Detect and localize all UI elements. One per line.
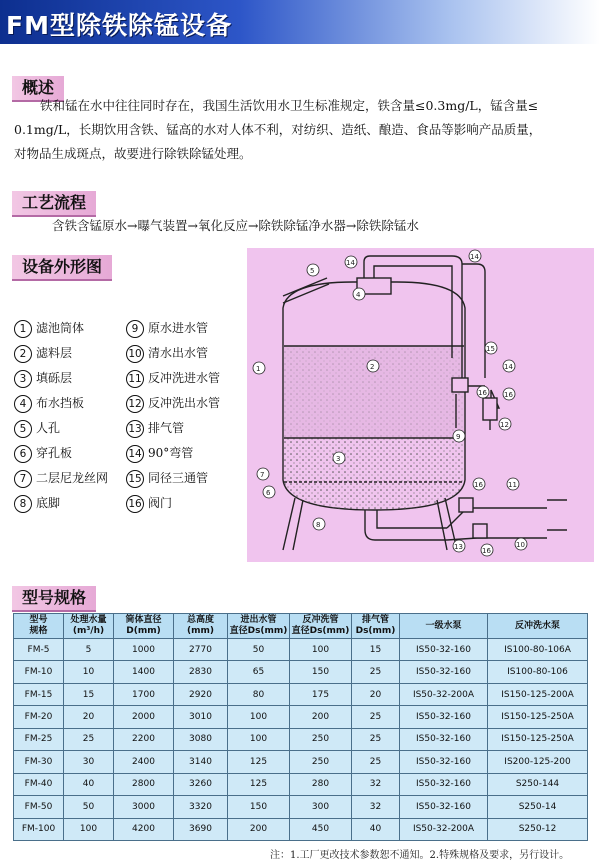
table-cell: 25 [64,728,114,750]
table-cell: 450 [290,818,352,841]
legend-item: 3 填砾层 [14,368,72,388]
table-cell: 80 [228,683,290,705]
table-cell: S250-14 [488,796,588,818]
table-cell: 20 [64,706,114,728]
table-cell: 100 [228,728,290,750]
legend-item: 1 滤池筒体 [14,318,84,338]
table-cell: 50 [228,639,290,661]
section-heading-overview: 概述 [12,76,64,102]
table-row [14,639,588,661]
table-cell: 32 [352,796,400,818]
legend-item: 7 二层尼龙丝网 [14,468,108,488]
table-cell: 65 [228,661,290,683]
table-cell: IS50-32-160 [400,639,488,661]
filter-tank-drawing [247,248,594,562]
table-cell: 175 [290,683,352,705]
table-cell: 2000 [114,706,174,728]
svg-text:5: 5 [310,267,315,275]
overview-line-2: 0.1mg/L，长期饮用含铁、锰高的水对人体不利，对纺织、造纸、酿造、食品等影响产品质量， [14,122,542,137]
svg-text:16: 16 [478,389,487,397]
table-cell: IS50-32-160 [400,773,488,795]
svg-text:9: 9 [456,433,461,441]
table-cell: FM-20 [14,706,64,728]
table-cell: 100 [228,706,290,728]
page-title: FM型除铁除锰设备 [6,11,232,40]
header-cell: 一级水泵 [400,614,488,639]
table-cell: 3320 [174,796,228,818]
spec-table-body [14,639,588,841]
table-cell: IS100-80-106 [488,661,588,683]
table-cell: IS100-80-106A [488,639,588,661]
table-cell: 40 [64,773,114,795]
svg-text:14: 14 [346,259,355,267]
svg-text:13: 13 [454,543,463,551]
svg-text:8: 8 [316,521,321,529]
overview-line-3: 对物品生成斑点，故要进行除铁除锰处理。 [14,146,252,161]
table-cell: IS150-125-250A [488,728,588,750]
table-cell: 25 [352,661,400,683]
svg-text:1: 1 [256,365,261,373]
legend-item: 8 底脚 [14,493,60,513]
table-row [14,706,588,728]
table-cell: 1700 [114,683,174,705]
table-cell: 5 [64,639,114,661]
table-cell: FM-40 [14,773,64,795]
header-cell: 反冲洗管 直径Ds(mm) [290,614,352,639]
table-cell: IS50-32-160 [400,661,488,683]
svg-text:3: 3 [336,455,341,463]
table-cell: IS150-125-250A [488,706,588,728]
table-cell: 100 [290,639,352,661]
table-cell: 15 [352,639,400,661]
table-cell: 32 [352,773,400,795]
table-cell: IS150-125-200A [488,683,588,705]
header-cell: 反冲洗水泵 [488,614,588,639]
table-cell: 15 [64,683,114,705]
table-cell: 2830 [174,661,228,683]
svg-text:16: 16 [482,547,491,555]
header-cell: 筒体直径 D(mm) [114,614,174,639]
legend-item: 16 阀门 [126,493,172,513]
table-cell: 150 [290,661,352,683]
process-flow-text: 含铁含锰原水→曝气装置→氧化反应→除铁除锰净水器→除铁除锰水 [52,218,419,233]
table-row [14,661,588,683]
legend-item: 15 同径三通管 [126,468,208,488]
table-cell: 50 [64,796,114,818]
header-cell: 型号 规格 [14,614,64,639]
table-cell: 250 [290,728,352,750]
table-cell: 3000 [114,796,174,818]
table-cell: 200 [290,706,352,728]
table-cell: IS200-125-200 [488,751,588,773]
section-heading-appearance: 设备外形图 [12,255,112,281]
table-cell: S250-144 [488,773,588,795]
table-cell: 280 [290,773,352,795]
table-cell: IS50-32-160 [400,796,488,818]
section-heading-process: 工艺流程 [12,191,96,217]
table-cell: 2400 [114,751,174,773]
table-cell: 200 [228,818,290,841]
table-cell: 250 [290,751,352,773]
table-row [14,683,588,705]
svg-text:4: 4 [356,291,361,299]
table-cell: 3080 [174,728,228,750]
table-cell: 25 [352,751,400,773]
table-cell: 2770 [174,639,228,661]
legend-item: 14 90°弯管 [126,443,193,463]
table-cell: 300 [290,796,352,818]
table-row [14,751,588,773]
table-cell: 3260 [174,773,228,795]
equipment-diagram [247,248,594,562]
svg-text:14: 14 [504,363,513,371]
header-cell: 进出水管 直径Ds(mm) [228,614,290,639]
table-cell: 10 [64,661,114,683]
table-cell: 40 [352,818,400,841]
table-cell: 20 [352,683,400,705]
legend-item: 11 反冲洗进水管 [126,368,220,388]
title-bar [0,0,600,44]
table-cell: 3010 [174,706,228,728]
svg-text:2: 2 [370,363,375,371]
table-cell: S250-12 [488,818,588,841]
table-cell: 3140 [174,751,228,773]
table-cell: 4200 [114,818,174,841]
table-cell: FM-25 [14,728,64,750]
legend-item: 6 穿孔板 [14,443,72,463]
table-cell: 1000 [114,639,174,661]
table-cell: 1400 [114,661,174,683]
svg-text:16: 16 [504,391,513,399]
table-cell: IS50-32-160 [400,751,488,773]
table-cell: 150 [228,796,290,818]
overview-line-1: 铁和锰在水中往往同时存在，我国生活饮用水卫生标准规定，铁含量≤0.3mg/L，锰含量≤ [40,98,539,113]
table-cell: FM-5 [14,639,64,661]
table-row [14,773,588,795]
legend-item: 4 布水挡板 [14,393,84,413]
table-cell: IS50-32-160 [400,706,488,728]
table-cell: 125 [228,751,290,773]
legend-item: 5 人孔 [14,418,60,438]
legend-item: 12 反冲洗出水管 [126,393,220,413]
svg-text:12: 12 [500,421,509,429]
section-heading-specs: 型号规格 [12,586,96,612]
header-cell: 处理水量 (m³/h) [64,614,114,639]
table-cell: 2800 [114,773,174,795]
table-row [14,728,588,750]
table-cell: 100 [64,818,114,841]
footnote: 注：1.工厂更改技术参数恕不通知。2.特殊规格及要求，另行设计。 [270,850,570,861]
svg-text:7: 7 [260,471,265,479]
svg-text:15: 15 [486,345,495,353]
svg-text:6: 6 [266,489,271,497]
table-cell: IS50-32-160 [400,728,488,750]
table-cell: 30 [64,751,114,773]
table-cell: 25 [352,706,400,728]
table-row [14,818,588,841]
table-cell: FM-100 [14,818,64,841]
table-cell: 3690 [174,818,228,841]
table-cell: FM-50 [14,796,64,818]
table-row [14,796,588,818]
table-cell: 25 [352,728,400,750]
header-cell: 总高度 (mm) [174,614,228,639]
legend-item: 9 原水进水管 [126,318,208,338]
legend-item: 13 排气管 [126,418,184,438]
table-cell: FM-30 [14,751,64,773]
svg-text:16: 16 [474,481,483,489]
legend-item: 10 清水出水管 [126,343,208,363]
table-cell: IS50-32-200A [400,683,488,705]
header-cell: 排气管 Ds(mm) [352,614,400,639]
table-cell: FM-10 [14,661,64,683]
spec-table [13,613,588,841]
svg-text:10: 10 [516,541,525,549]
table-cell: IS50-32-200A [400,818,488,841]
table-cell: 125 [228,773,290,795]
table-cell: 2200 [114,728,174,750]
svg-text:11: 11 [508,481,517,489]
table-header-row [14,614,588,639]
svg-text:14: 14 [470,253,479,261]
table-cell: 2920 [174,683,228,705]
table-cell: FM-15 [14,683,64,705]
legend-item: 2 滤料层 [14,343,72,363]
